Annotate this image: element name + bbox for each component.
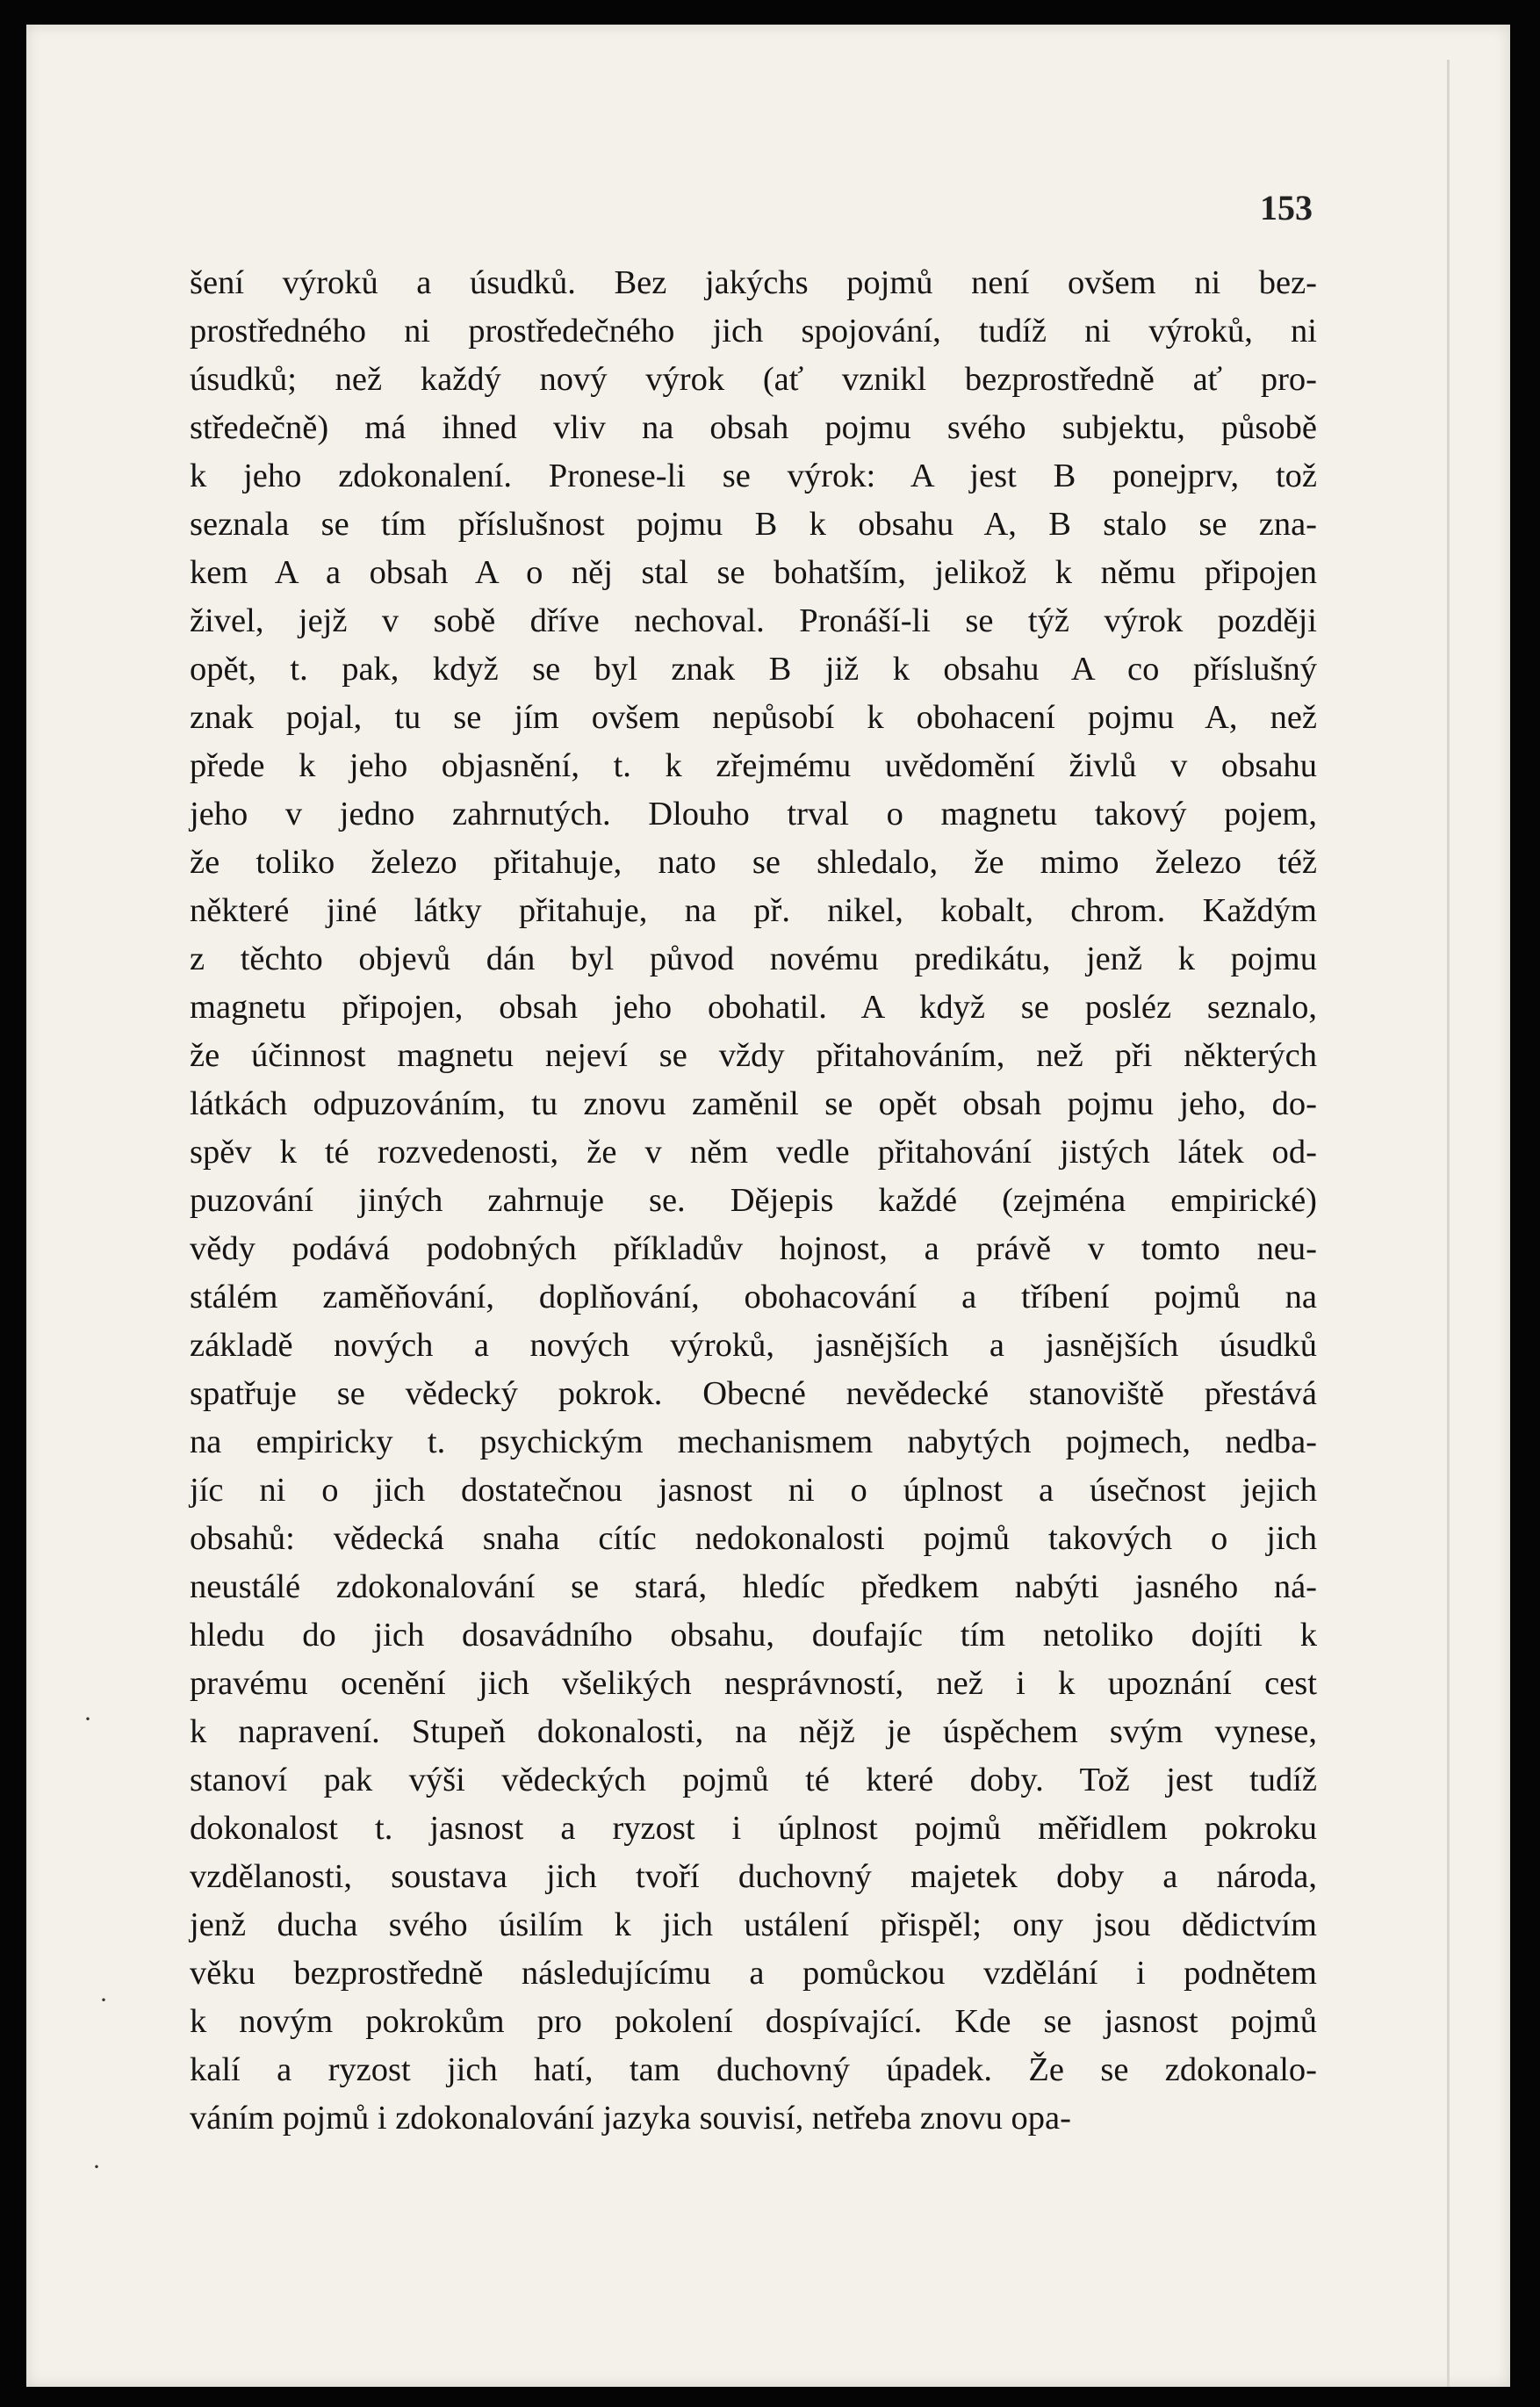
text-line: k jeho zdokonalení. Pronese-li se výrok: A jest B ponejprv, tož xyxy=(190,458,1317,494)
text-line: jíc ni o jich dostatečnou jasnost ni o úplnost a úsečnost jejich xyxy=(190,1472,1317,1509)
text-line: stálém zaměňování, doplňování, obohacování a tříbení pojmů na xyxy=(190,1279,1317,1315)
speck-mark: · xyxy=(83,1704,92,1733)
text-line: k novým pokrokům pro pokolení dospívající. Kde se jasnost pojmů xyxy=(190,2003,1317,2040)
text-line: živel, jejž v sobě dříve nechoval. Pronáší-li se týž výrok později xyxy=(190,602,1317,639)
text-line: úsudků; než každý nový výrok (ať vznikl bezprostředně ať pro- xyxy=(190,361,1317,398)
text-line: spatřuje se vědecký pokrok. Obecné nevědecké stanoviště přestává xyxy=(190,1375,1317,1412)
text-line: z těchto objevů dán byl původ novému predikátu, jenž k pojmu xyxy=(190,940,1317,977)
text-line: přede k jeho objasnění, t. k zřejmému uvědomění živlů v obsahu xyxy=(190,747,1317,784)
text-line: neustálé zdokonalování se stará, hledíc předkem nabýti jasného ná- xyxy=(190,1568,1317,1605)
text-line: spěv k té rozvedenosti, že v něm vedle přitahování jistých látek od- xyxy=(190,1134,1317,1171)
text-line: na empiricky t. psychickým mechanismem nabytých pojmech, nedba- xyxy=(190,1423,1317,1460)
text-line: látkách odpuzováním, tu znovu zaměnil se opět obsah pojmu jeho, do- xyxy=(190,1085,1317,1122)
text-line: puzování jiných zahrnuje se. Dějepis každé (zejména empirické) xyxy=(190,1182,1317,1219)
text-line: že účinnost magnetu nejeví se vždy přitahováním, než při některých xyxy=(190,1037,1317,1074)
text-line: šení výroků a úsudků. Bez jakýchs pojmů není ovšem ni bez- xyxy=(190,264,1317,301)
text-line: věku bezprostředně následujícímu a pomůckou vzdělání i podnětem xyxy=(190,1955,1317,1992)
text-line: opět, t. pak, když se byl znak B již k obsahu A co příslušný xyxy=(190,651,1317,688)
page-edge-shadow xyxy=(1447,60,1450,2387)
text-line: dokonalost t. jasnost a ryzost i úplnost pojmů měřidlem pokroku xyxy=(190,1810,1317,1847)
text-line: prostředného ni prostředečného jich spojování, tudíž ni výroků, ni xyxy=(190,313,1317,350)
text-line: středečně) má ihned vliv na obsah pojmu svého subjektu, působě xyxy=(190,409,1317,446)
text-line: váním pojmů i zdokonalování jazyka souvisí, netřeba znovu opa- xyxy=(190,2100,1071,2137)
text-line: obsahů: vědecká snaha cítíc nedokonalosti pojmů takových o jich xyxy=(190,1520,1317,1557)
text-line: k napravení. Stupeň dokonalosti, na nějž je úspěchem svým vynese, xyxy=(190,1713,1317,1750)
speck-mark: · xyxy=(92,2152,101,2181)
speck-mark: · xyxy=(99,1985,108,2014)
text-line: kalí a ryzost jich hatí, tam duchovný úpadek. Že se zdokonalo- xyxy=(190,2051,1317,2088)
text-line: kem A a obsah A o něj stal se bohatším, jelikož k němu připojen xyxy=(190,554,1317,591)
text-line: některé jiné látky přitahuje, na př. nikel, kobalt, chrom. Každým xyxy=(190,892,1317,929)
text-line: pravému ocenění jich všelikých nesprávností, než i k upoznání cest xyxy=(190,1665,1317,1702)
text-line: vzdělanosti, soustava jich tvoří duchovný majetek doby a národa, xyxy=(190,1858,1317,1895)
page-number: 153 xyxy=(1260,188,1313,227)
text-line: jenž ducha svého úsilím k jich ustálení přispěl; ony jsou dědictvím xyxy=(190,1906,1317,1943)
text-line: hledu do jich dosavádního obsahu, doufajíc tím netoliko dojíti k xyxy=(190,1617,1317,1654)
text-line: jeho v jedno zahrnutých. Dlouho trval o magnetu takový pojem, xyxy=(190,796,1317,832)
text-line: stanoví pak výši vědeckých pojmů té které doby. Tož jest tudíž xyxy=(190,1762,1317,1798)
text-line: základě nových a nových výroků, jasnějších a jasnějších úsudků xyxy=(190,1327,1317,1364)
book-page xyxy=(26,25,1510,2387)
text-line: znak pojal, tu se jím ovšem nepůsobí k obohacení pojmu A, než xyxy=(190,699,1317,736)
body-text xyxy=(190,259,1317,2143)
text-line: seznala se tím příslušnost pojmu B k obsahu A, B stalo se zna- xyxy=(190,506,1317,543)
text-line: že toliko železo přitahuje, nato se shledalo, že mimo železo též xyxy=(190,844,1317,881)
text-line: magnetu připojen, obsah jeho obohatil. A když se posléz seznalo, xyxy=(190,989,1317,1026)
text-line: vědy podává podobných příkladův hojnost, a právě v tomto neu- xyxy=(190,1230,1317,1267)
